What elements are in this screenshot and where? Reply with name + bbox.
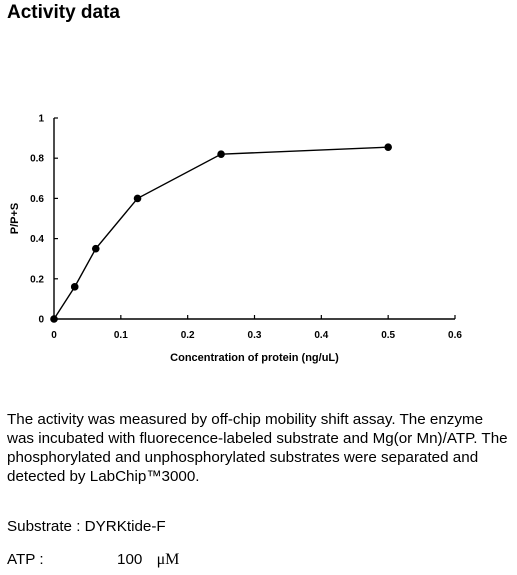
atp-value-group bbox=[117, 551, 179, 569]
x-tick-label: 0.3 bbox=[247, 330, 262, 341]
atp-unit: μM bbox=[156, 551, 180, 568]
data-point bbox=[92, 245, 100, 253]
x-tick-label: 0.4 bbox=[314, 330, 329, 341]
atp-line bbox=[7, 551, 180, 568]
series-line bbox=[54, 147, 388, 319]
x-tick-label: 0 bbox=[51, 330, 57, 341]
x-tick-label: 0.6 bbox=[448, 330, 462, 341]
atp-value: 100 bbox=[117, 551, 143, 568]
y-axis-label: P/P+S bbox=[9, 202, 21, 235]
y-tick-label: 0.8 bbox=[30, 153, 44, 165]
substrate-line: Substrate : DYRKtide-F bbox=[7, 518, 166, 535]
y-tick-label: 0.4 bbox=[30, 234, 44, 246]
data-point bbox=[134, 195, 142, 203]
assay-description: The activity was measured by off-chip mobility shift assay. The enzyme was incubated with fluorecence-labeled substrate and Mg(or Mn)/ATP. The phosphorylated and unphosphorylated substrates were separated and detected by LabChip™3000. bbox=[7, 411, 508, 485]
page-title: Activity data bbox=[7, 2, 120, 23]
x-tick-label: 0.2 bbox=[180, 330, 195, 341]
data-point bbox=[50, 315, 58, 323]
x-axis-label: Concentration of protein (ng/uL) bbox=[170, 352, 339, 364]
data-point bbox=[217, 150, 225, 158]
activity-chart bbox=[0, 100, 517, 375]
data-point bbox=[71, 283, 79, 291]
x-tick-label: 0.1 bbox=[113, 330, 128, 341]
y-tick-label: 1 bbox=[38, 113, 44, 125]
y-tick-label: 0 bbox=[38, 314, 44, 326]
x-tick-label: 0.5 bbox=[381, 330, 396, 341]
y-tick-label: 0.2 bbox=[30, 274, 44, 286]
y-tick-label: 0.6 bbox=[30, 193, 44, 205]
data-point bbox=[384, 143, 392, 151]
atp-label: ATP : bbox=[7, 551, 44, 568]
